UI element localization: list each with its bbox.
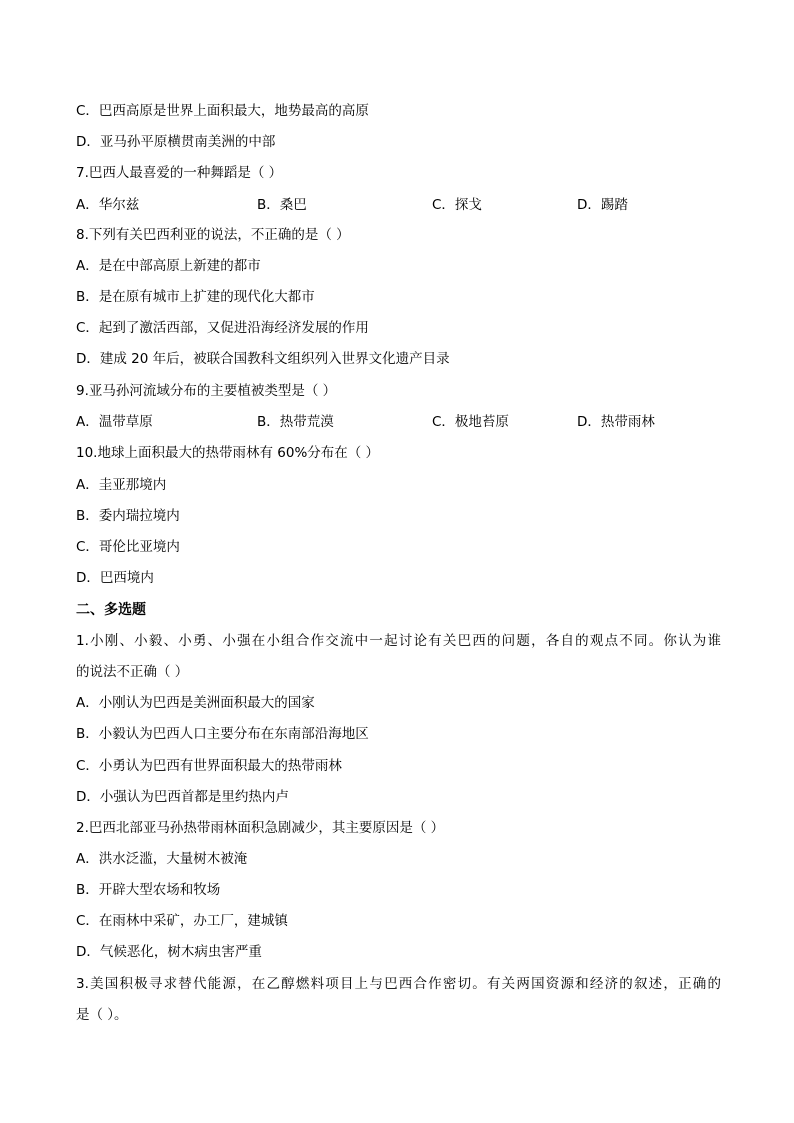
q9-option-d: D．热带雨林 xyxy=(577,414,655,430)
mq2-option-d: D．气候恶化，树木病虫害严重 xyxy=(76,944,262,960)
mq1-stem-line2: 的说法不正确（ ） xyxy=(76,664,189,680)
q9-stem: 9.亚马孙河流域分布的主要植被类型是（ ） xyxy=(76,383,337,399)
q7-option-a: A．华尔兹 xyxy=(76,197,140,213)
q10-option-b: B．委内瑞拉境内 xyxy=(76,508,180,524)
q7-option-b: B．桑巴 xyxy=(257,197,307,213)
q10-option-c: C．哥伦比亚境内 xyxy=(76,539,180,555)
q10-option-a: A．圭亚那境内 xyxy=(76,477,167,493)
mq1-option-b: B．小毅认为巴西人口主要分布在东南部沿海地区 xyxy=(76,726,369,742)
section-heading-multiple-choice: 二、多选题 xyxy=(76,602,146,618)
mq1-option-c: C．小勇认为巴西有世界面积最大的热带雨林 xyxy=(76,758,342,774)
q10-stem: 10.地球上面积最大的热带雨林有 60%分布在（ ） xyxy=(76,445,380,461)
q8-option-a: A．是在中部高原上新建的都市 xyxy=(76,258,261,274)
q8-option-c: C．起到了激活西部，又促进沿海经济发展的作用 xyxy=(76,320,369,336)
q9-option-a: A．温带草原 xyxy=(76,414,153,430)
mq2-option-c: C．在雨林中采矿，办工厂，建城镇 xyxy=(76,913,288,929)
q10-option-d: D．巴西境内 xyxy=(76,570,154,586)
q6-option-c: C．巴西高原是世界上面积最大，地势最高的高原 xyxy=(76,103,369,119)
mq1-option-d: D．小强认为巴西首都是里约热内卢 xyxy=(76,789,289,805)
q8-option-d: D．建成 20 年后，被联合国教科文组织列入世界文化遗产目录 xyxy=(76,351,450,367)
q8-stem: 8.下列有关巴西利亚的说法，不正确的是（ ） xyxy=(76,227,350,243)
q9-option-c: C．极地苔原 xyxy=(432,414,509,430)
q7-option-d: D．踢踏 xyxy=(577,197,628,213)
mq2-option-a: A．洪水泛滥，大量树木被淹 xyxy=(76,851,248,867)
q7-stem: 7.巴西人最喜爱的一种舞蹈是（ ） xyxy=(76,165,283,181)
mq3-stem-line2: 是（ ）。 xyxy=(76,1007,128,1023)
mq1-option-a: A．小刚认为巴西是美洲面积最大的国家 xyxy=(76,695,315,711)
mq2-stem: 2.巴西北部亚马孙热带雨林面积急剧减少，其主要原因是（ ） xyxy=(76,820,445,836)
q7-option-c: C．探戈 xyxy=(432,197,482,213)
mq1-stem-line1: 1.小刚、小毅、小勇、小强在小组合作交流中一起讨论有关巴西的问题，各自的观点不同。你认为谁 xyxy=(76,633,721,649)
mq2-option-b: B．开辟大型农场和牧场 xyxy=(76,882,221,898)
q6-option-d: D．亚马孙平原横贯南美洲的中部 xyxy=(76,134,276,150)
mq3-stem-line1: 3.美国积极寻求替代能源，在乙醇燃料项目上与巴西合作密切。有关两国资源和经济的叙述，正确的 xyxy=(76,976,721,992)
q8-option-b: B．是在原有城市上扩建的现代化大都市 xyxy=(76,289,315,305)
q9-option-b: B．热带荒漠 xyxy=(257,414,334,430)
